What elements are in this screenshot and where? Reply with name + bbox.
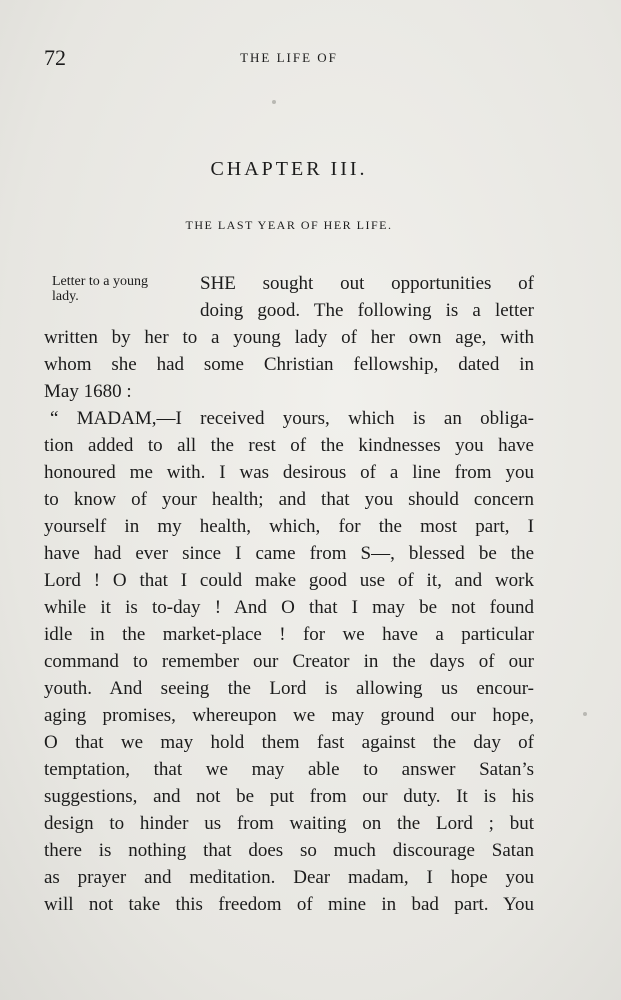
text-line: Lord ! O that I could make good use of it, and work — [44, 570, 534, 591]
text-line: SHE sought out opportunities of — [200, 273, 534, 294]
text-line: written by her to a young lady of her own age, with — [44, 327, 534, 348]
text-line: there is nothing that does so much discourage Satan — [44, 840, 534, 861]
text-line: doing good. The following is a letter — [200, 300, 534, 321]
text-line: yourself in my health, which, for the most part, I — [44, 516, 534, 537]
chapter-subtitle: THE LAST YEAR OF HER LIFE. — [185, 218, 393, 232]
text-line: suggestions, and not be put from our duty. It is his — [44, 786, 534, 807]
print-speck — [272, 100, 276, 104]
text-line: O that we may hold them fast against the day of — [44, 732, 534, 753]
text-line: have had ever since I came from S—, blessed be the — [44, 543, 534, 564]
chapter-title: CHAPTER III. — [210, 158, 368, 180]
page-number: 72 — [44, 45, 66, 70]
print-speck — [583, 712, 587, 716]
running-title: THE LIFE OF — [240, 50, 338, 65]
margin-note-line: lady. — [52, 289, 79, 304]
text-line: design to hinder us from waiting on the Lord ; but — [44, 813, 534, 834]
text-line: whom she had some Christian fellowship, dated in — [44, 354, 534, 375]
text-line: aging promises, whereupon we may ground our hope, — [44, 705, 534, 726]
text-line: temptation, that we may able to answer Satan’s — [44, 759, 534, 780]
text-line: while it is to-day ! And O that I may be not found — [44, 597, 534, 618]
text-line: May 1680 : — [44, 381, 132, 402]
text-line: honoured me with. I was desirous of a line from you — [44, 462, 534, 483]
text-line: as prayer and meditation. Dear madam, I hope you — [44, 867, 534, 888]
text-line: command to remember our Creator in the days of our — [44, 651, 534, 672]
text-line: youth. And seeing the Lord is allowing us encour- — [44, 678, 534, 699]
text-line: will not take this freedom of mine in bad part. You — [44, 894, 534, 915]
running-head — [44, 45, 534, 75]
text-line: idle in the market-place ! for we have a particular — [44, 624, 534, 645]
body-text — [44, 270, 534, 918]
margin-note-line: Letter to a young — [52, 274, 149, 289]
text-line: to know of your health; and that you should concern — [44, 489, 534, 510]
text-line: “ MADAM,—I received yours, which is an obliga- — [50, 408, 534, 429]
text-line: tion added to all the rest of the kindnesses you have — [44, 435, 534, 456]
